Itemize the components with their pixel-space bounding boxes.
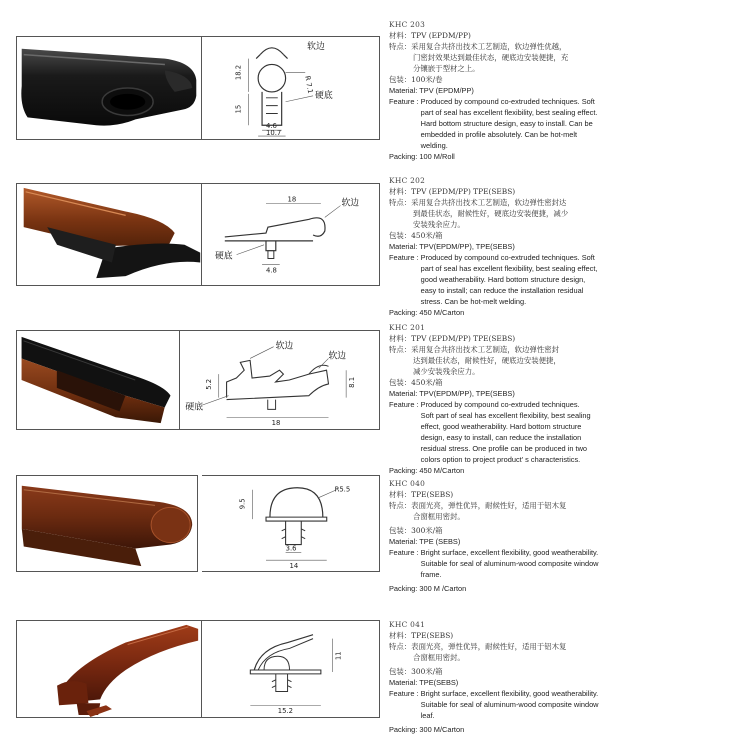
soft-edge-label: 软边 [307,41,325,52]
product-specifications [389,175,741,318]
feature-cn-line: 合窗框用密封。 [413,653,465,662]
material-cn: 材料：TPV (EPDM/PP) TPE(SEBS) [389,334,516,343]
material-cn: 材料：TPV (EPDM/PP) TPE(SEBS) [389,187,516,196]
feature-cn-line: 特点：采用复合共挤出技术工艺制造，软边弹性优越， [389,42,567,51]
feature-cn-line: 特点：表面光亮，弹性优异，耐候性好，适用于铝木复 [389,501,567,510]
feature-label: Feature : [389,400,421,409]
feature-en-line: Bright surface, excellent flexibility, good weatherability. [420,548,599,557]
feature-en-line: stress. Can be hot-melt welding. [420,297,527,306]
product-photo [16,183,202,286]
feature-en [389,96,741,151]
feature-en-line: frame. [420,570,442,579]
feature-cn-line: 特点：采用复合共挤出技术工艺制造，软边弹性密封 [389,345,559,354]
dim-label: 4.8 [265,266,277,275]
cross-section-drawing [202,183,380,286]
feature-en-line: Produced by compound co-extruded techniques. Soft [420,97,595,106]
product-photo [16,475,198,572]
khc-040-technical-drawing [202,476,379,571]
packing-en: Packing: 300 M /Carton [389,584,467,593]
dim-label: 3.6 [285,544,297,553]
dim-label: 18.2 [234,64,243,81]
product-photo [16,330,180,430]
soft-edge-label: 软边 [328,351,347,362]
material-en: Material: TPV (EPDM/PP) [389,86,474,95]
feature-en-line: part of seal has excellent flexibility, best sealing effect, [420,264,598,273]
feature-en [389,547,741,580]
feature-en-line: embedded in profile absolutely. Can be hot-melt [420,130,578,139]
material-cn: 材料：TPE(SEBS) [389,631,454,640]
dim-label: 15 [234,104,243,114]
feature-cn-line: 特点：表面光亮，弹性优异，耐候性好，适用于铝木复 [389,642,567,651]
material-en: Material: TPV(EPDM/PP), TPE(SEBS) [389,389,515,398]
cross-section-drawing [202,620,380,718]
material-cn: 材料：TPE(SEBS) [389,490,454,499]
material-en: Material: TPV(EPDM/PP), TPE(SEBS) [389,242,515,251]
feature-en-line: Soft part of seal has excellent flexibility, best sealing [420,411,591,420]
brown-seal-profile-image [17,621,201,717]
product-code: KHC 041 [389,620,426,629]
khc-202-technical-drawing [202,184,379,285]
dim-label: 5.2 [204,378,213,390]
cross-section-drawing [202,475,380,572]
feature-en-line: leaf. [420,711,435,720]
feature-en-line: part of seal has excellent flexibility, best sealing effect. [420,108,598,117]
feature-cn-line: 特点：采用复合共挤出技术工艺制造，软边弹性密封达 [389,198,567,207]
product-specifications [389,478,741,594]
dim-label: 15.2 [277,707,294,716]
feature-cn-line: 安装残余应力。 [413,220,465,229]
product-code: KHC 203 [389,20,426,29]
packing-cn: 包装：300米/箱 [389,667,443,676]
material-en: Material: TPE (SEBS) [389,537,461,546]
soft-edge-label: 软边 [341,198,360,209]
feature-en-line: Produced by compound co-extruded techniques. [420,400,580,409]
dim-label: 8.1 [347,376,356,388]
feature-label: Feature : [389,97,421,106]
packing-cn: 包装：300米/箱 [389,526,443,535]
dim-label: 18 [271,419,281,428]
feature-en-line: easy to install; can reduce the installation residual [420,286,584,295]
feature-cn-line: 合窗框用密封。 [413,512,465,521]
dim-label: 4.6 [265,122,277,131]
feature-en-line: Suitable for seal of aluminum-wood composite window [420,700,599,709]
feature-en-line: welding. [420,141,448,150]
material-cn: 材料：TPV (EPDM/PP) [389,31,471,40]
feature-en [389,399,741,465]
dim-label: 18 [287,195,297,204]
cross-section-drawing [202,36,380,140]
brown-seal-profile-image [17,476,197,571]
khc-203-technical-drawing [202,37,379,139]
brown-black-seal-profile-image [17,331,179,429]
feature-en-line: Produced by compound co-extruded techniques. Soft [420,253,595,262]
product-specifications [389,619,741,735]
packing-en: Packing: 100 M/Roll [389,152,455,161]
packing-en: Packing: 450 M/Carton [389,308,465,317]
feature-en [389,252,741,307]
feature-en-line: Suitable for seal of aluminum-wood composite window [420,559,599,568]
feature-cn-line: 到最佳状态，耐候性好，硬底边安装便捷，减少 [413,209,569,218]
feature-en-line: Hard bottom structure design, easy to install. Can be [420,119,593,128]
packing-cn: 包装：100米/卷 [389,75,443,84]
dim-label: 9.5 [238,498,247,510]
feature-cn-line: 达到最佳状态，耐候性好，硬底边安装便捷， [413,356,561,365]
cross-section-drawing [180,330,380,430]
feature-cn-line: 减少安装残余应力。 [413,367,480,376]
hard-bottom-label: 硬底 [214,251,233,262]
packing-en: Packing: 300 M/Carton [389,725,465,734]
feature-en-line: design, easy to install, can reduce the installation [420,433,582,442]
dim-label: 10.7 [265,129,282,138]
packing-cn: 包装：450米/箱 [389,378,443,387]
feature-cn-line: 分镶嵌于型材之上。 [413,64,480,73]
dim-label: 11 [334,651,343,661]
dim-label: R 7.1 [303,75,315,95]
product-specifications [389,322,741,476]
dim-label: 14 [289,562,299,571]
product-code: KHC 202 [389,176,426,185]
feature-en-line: Bright surface, excellent flexibility, good weatherability. [420,689,599,698]
product-code: KHC 040 [389,479,426,488]
product-photo [16,620,202,718]
feature-label: Feature : [389,548,421,557]
feature-en [389,688,741,721]
black-seal-profile-image [17,37,201,139]
khc-201-technical-drawing [180,331,379,429]
hard-bottom-label: 硬底 [315,90,333,101]
product-photo [16,36,202,140]
product-code: KHC 201 [389,323,426,332]
packing-cn: 包装：450米/箱 [389,231,443,240]
soft-edge-label: 软边 [275,341,294,352]
dim-label: R5.5 [334,485,351,494]
brown-black-seal-profile-image [17,184,201,285]
feature-en-line: colors option to project product' s characteristics. [420,455,581,464]
hard-bottom-label: 硬底 [185,402,204,413]
packing-en: Packing: 450 M/Carton [389,466,465,475]
feature-label: Feature : [389,689,421,698]
material-en: Material: TPE(SEBS) [389,678,459,687]
feature-label: Feature : [389,253,421,262]
khc-041-technical-drawing [202,621,379,717]
feature-cn-line: 门密封效果达到最佳状态，硬底边安装便捷，充 [413,53,569,62]
feature-en-line: good weatherability. Hard bottom structure design, [420,275,586,284]
feature-en-line: residual stress. One profile can be produced in two [420,444,588,453]
feature-en-line: effect, good weatherability. Hard bottom structure [420,422,582,431]
product-specifications [389,19,741,162]
